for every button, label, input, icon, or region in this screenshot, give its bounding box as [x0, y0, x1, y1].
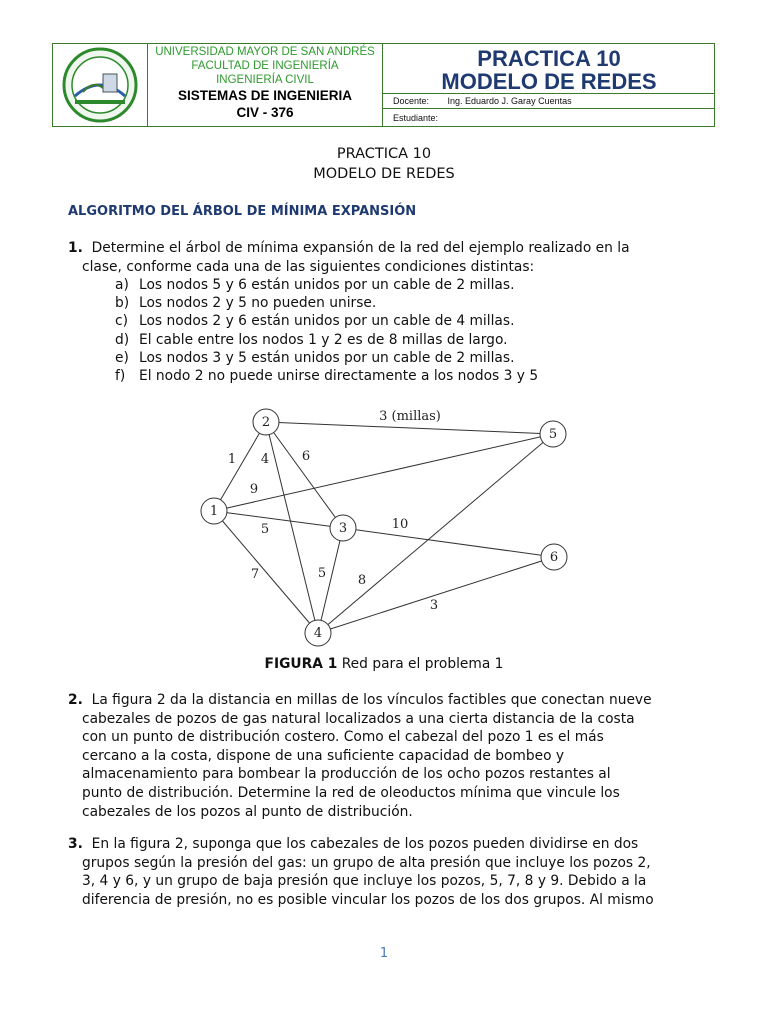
- edge-1-5: [214, 434, 553, 511]
- list-item: c) Los nodos 2 y 6 están unidos por un cable de 4 millas.: [115, 313, 515, 330]
- faculty-name: FACULTAD DE INGENIERÍA: [191, 60, 339, 72]
- edge-label-2-5: 3 (millas): [379, 409, 441, 424]
- list-item: e) Los nodos 3 y 5 están unidos por un cable de 2 millas.: [115, 349, 515, 366]
- question-3-line: En la figura 2, suponga que los cabezales de los pozos pueden dividirse en dos: [91, 836, 639, 852]
- question-3-line: diferencia de presión, no es posible vincular los pozos de los dos grupos. Al mismo: [82, 891, 654, 908]
- edge-label-4-5: 8: [357, 573, 367, 588]
- edge-2-1: [214, 422, 266, 511]
- edge-1-3: [214, 511, 343, 528]
- question-3-line: grupos según la presión del gas: un grupo de alta presión que incluye los pozos 2,: [82, 854, 651, 871]
- docente-row: [383, 94, 715, 109]
- docente-name: Ing. Eduardo J. Garay Cuentas: [447, 96, 572, 106]
- header-title-line2: MODELO DE REDES: [441, 69, 657, 94]
- question-1-number: 1: [68, 240, 78, 256]
- question-2-line: con un punto de distribución costero. Como el cabezal del pozo 1 es el más: [82, 729, 604, 746]
- course-code: CIV - 376: [236, 105, 294, 120]
- edge-2-4: [266, 422, 318, 633]
- list-item: d) El cable entre los nodos 1 y 2 es de 8 millas de largo.: [115, 331, 508, 348]
- header-table: [52, 43, 715, 127]
- course-name: SISTEMAS DE INGENIERIA: [177, 88, 353, 103]
- question-3-number: 3: [68, 836, 78, 852]
- header-title-line1: PRACTICA 10: [477, 46, 621, 71]
- question-2-line: punto de distribución. Determine la red de oleoductos mínima que vincule los: [82, 784, 620, 801]
- question-1-line1: Determine el árbol de mínima expansión de la red del ejemplo realizado en la: [91, 240, 630, 256]
- estudiante-row: [383, 110, 715, 126]
- page-number: 1: [379, 946, 389, 961]
- question-2-line: almacenamiento para bombear la producción de los ocho pozos restantes al: [82, 766, 611, 783]
- section-title: ALGORITMO DEL ÁRBOL DE MÍNIMA EXPANSIÓN: [68, 204, 417, 219]
- question-1: 1. Determine el árbol de mínima expansión de la red del ejemplo realizado en la clase, conforme cada una de las siguientes condiciones distintas:: [68, 239, 700, 276]
- university-logo: [53, 44, 148, 126]
- question-2: 2. La figura 2 da la distancia en millas de los vínculos factibles que conectan nueve cabezales de pozos de gas natural localizados a una cierta distancia de la costa con un punto de distribución costero. Como el cabezal del pozo 1 es el más cercano a la costa, dispone de una suficiente capacidad de bombeo y almacenamiento para bombear la producción de los ocho pozos restantes al punto de distribución. Determine la red de oleoductos mínima que vincule los cabezales de los pozos al punto de distribución.: [68, 691, 700, 821]
- logo-seal-icon: [53, 44, 147, 126]
- edge-label-1-5: 9: [249, 482, 259, 497]
- figure-caption: [0, 656, 768, 672]
- question-2-line: cabezales de los pozos al punto de distribución.: [82, 803, 413, 820]
- estudiante-label: Estudiante:: [393, 113, 439, 123]
- list-item: b) Los nodos 2 y 5 no pueden unirse.: [115, 295, 377, 312]
- network-figure: [0, 395, 768, 655]
- question-2-line: cercano a la costa, dispone de una suficiente capacidad de bombeo y: [82, 747, 565, 764]
- node-label-3: 3: [338, 521, 348, 536]
- edge-label-1-4: 7: [250, 567, 260, 582]
- edge-label-2-4: 4: [260, 452, 270, 467]
- question-1-line2: clase, conforme cada una de las siguientes condiciones distintas:: [82, 258, 535, 275]
- question-1-conditions: [115, 276, 538, 385]
- edge-2-3: [266, 422, 343, 528]
- figure-caption-label: FIGURA 1: [264, 656, 338, 672]
- node-label-2: 2: [261, 415, 271, 430]
- edge-label-1-2: 1: [227, 452, 237, 467]
- docente-label: Docente:: [393, 96, 430, 106]
- edge-label-2-3: 6: [301, 449, 311, 464]
- node-label-5: 5: [548, 427, 558, 442]
- question-3-line: 3, 4 y 6, y un grupo de baja presión que incluye los pozos, 5, 7, 8 y 9. Debido a la: [82, 873, 647, 890]
- main-title-line1: PRACTICA 10: [336, 146, 432, 162]
- node-label-4: 4: [313, 626, 323, 641]
- question-3: 3. En la figura 2, suponga que los cabezales de los pozos pueden dividirse en dos grupos según la presión del gas: un grupo de alta presión que incluye los pozos 2, 3, 4 y 6, y un grupo de baja presión que incluye los pozos, 5, 7, 8 y 9. Debido a la diferencia de presión, no es posible vincular los pozos de los dos grupos. Al mismo: [68, 835, 700, 909]
- list-item: f) El nodo 2 no puede unirse directamente a los nodos 3 y 5: [115, 368, 539, 385]
- header-title: [383, 44, 715, 94]
- question-2-number: 2: [68, 692, 78, 708]
- edge-4-6: [318, 557, 554, 633]
- edge-label-4-6: 3: [429, 598, 439, 613]
- node-label-6: 6: [549, 550, 559, 565]
- figure-caption-text: Red para el problema 1: [341, 656, 504, 672]
- node-label-1: 1: [209, 504, 219, 519]
- question-2-line: cabezales de pozos de gas natural localizados a una cierta distancia de la costa: [82, 710, 635, 727]
- edge-label-3-4: 5: [317, 566, 327, 581]
- edge-3-6: [343, 528, 554, 557]
- main-title-line2: MODELO DE REDES: [313, 166, 455, 182]
- university-name: UNIVERSIDAD MAYOR DE SAN ANDRÉS: [155, 46, 375, 58]
- university-info: [148, 44, 383, 126]
- list-item: a) Los nodos 5 y 6 están unidos por un cable de 2 millas.: [115, 277, 515, 293]
- edge-label-3-6: 10: [391, 517, 409, 532]
- career-name: INGENIERÍA CIVIL: [216, 74, 314, 86]
- question-2-line: La figura 2 da la distancia en millas de los vínculos factibles que conectan nueve: [91, 692, 652, 708]
- edge-label-1-3: 5: [260, 522, 270, 537]
